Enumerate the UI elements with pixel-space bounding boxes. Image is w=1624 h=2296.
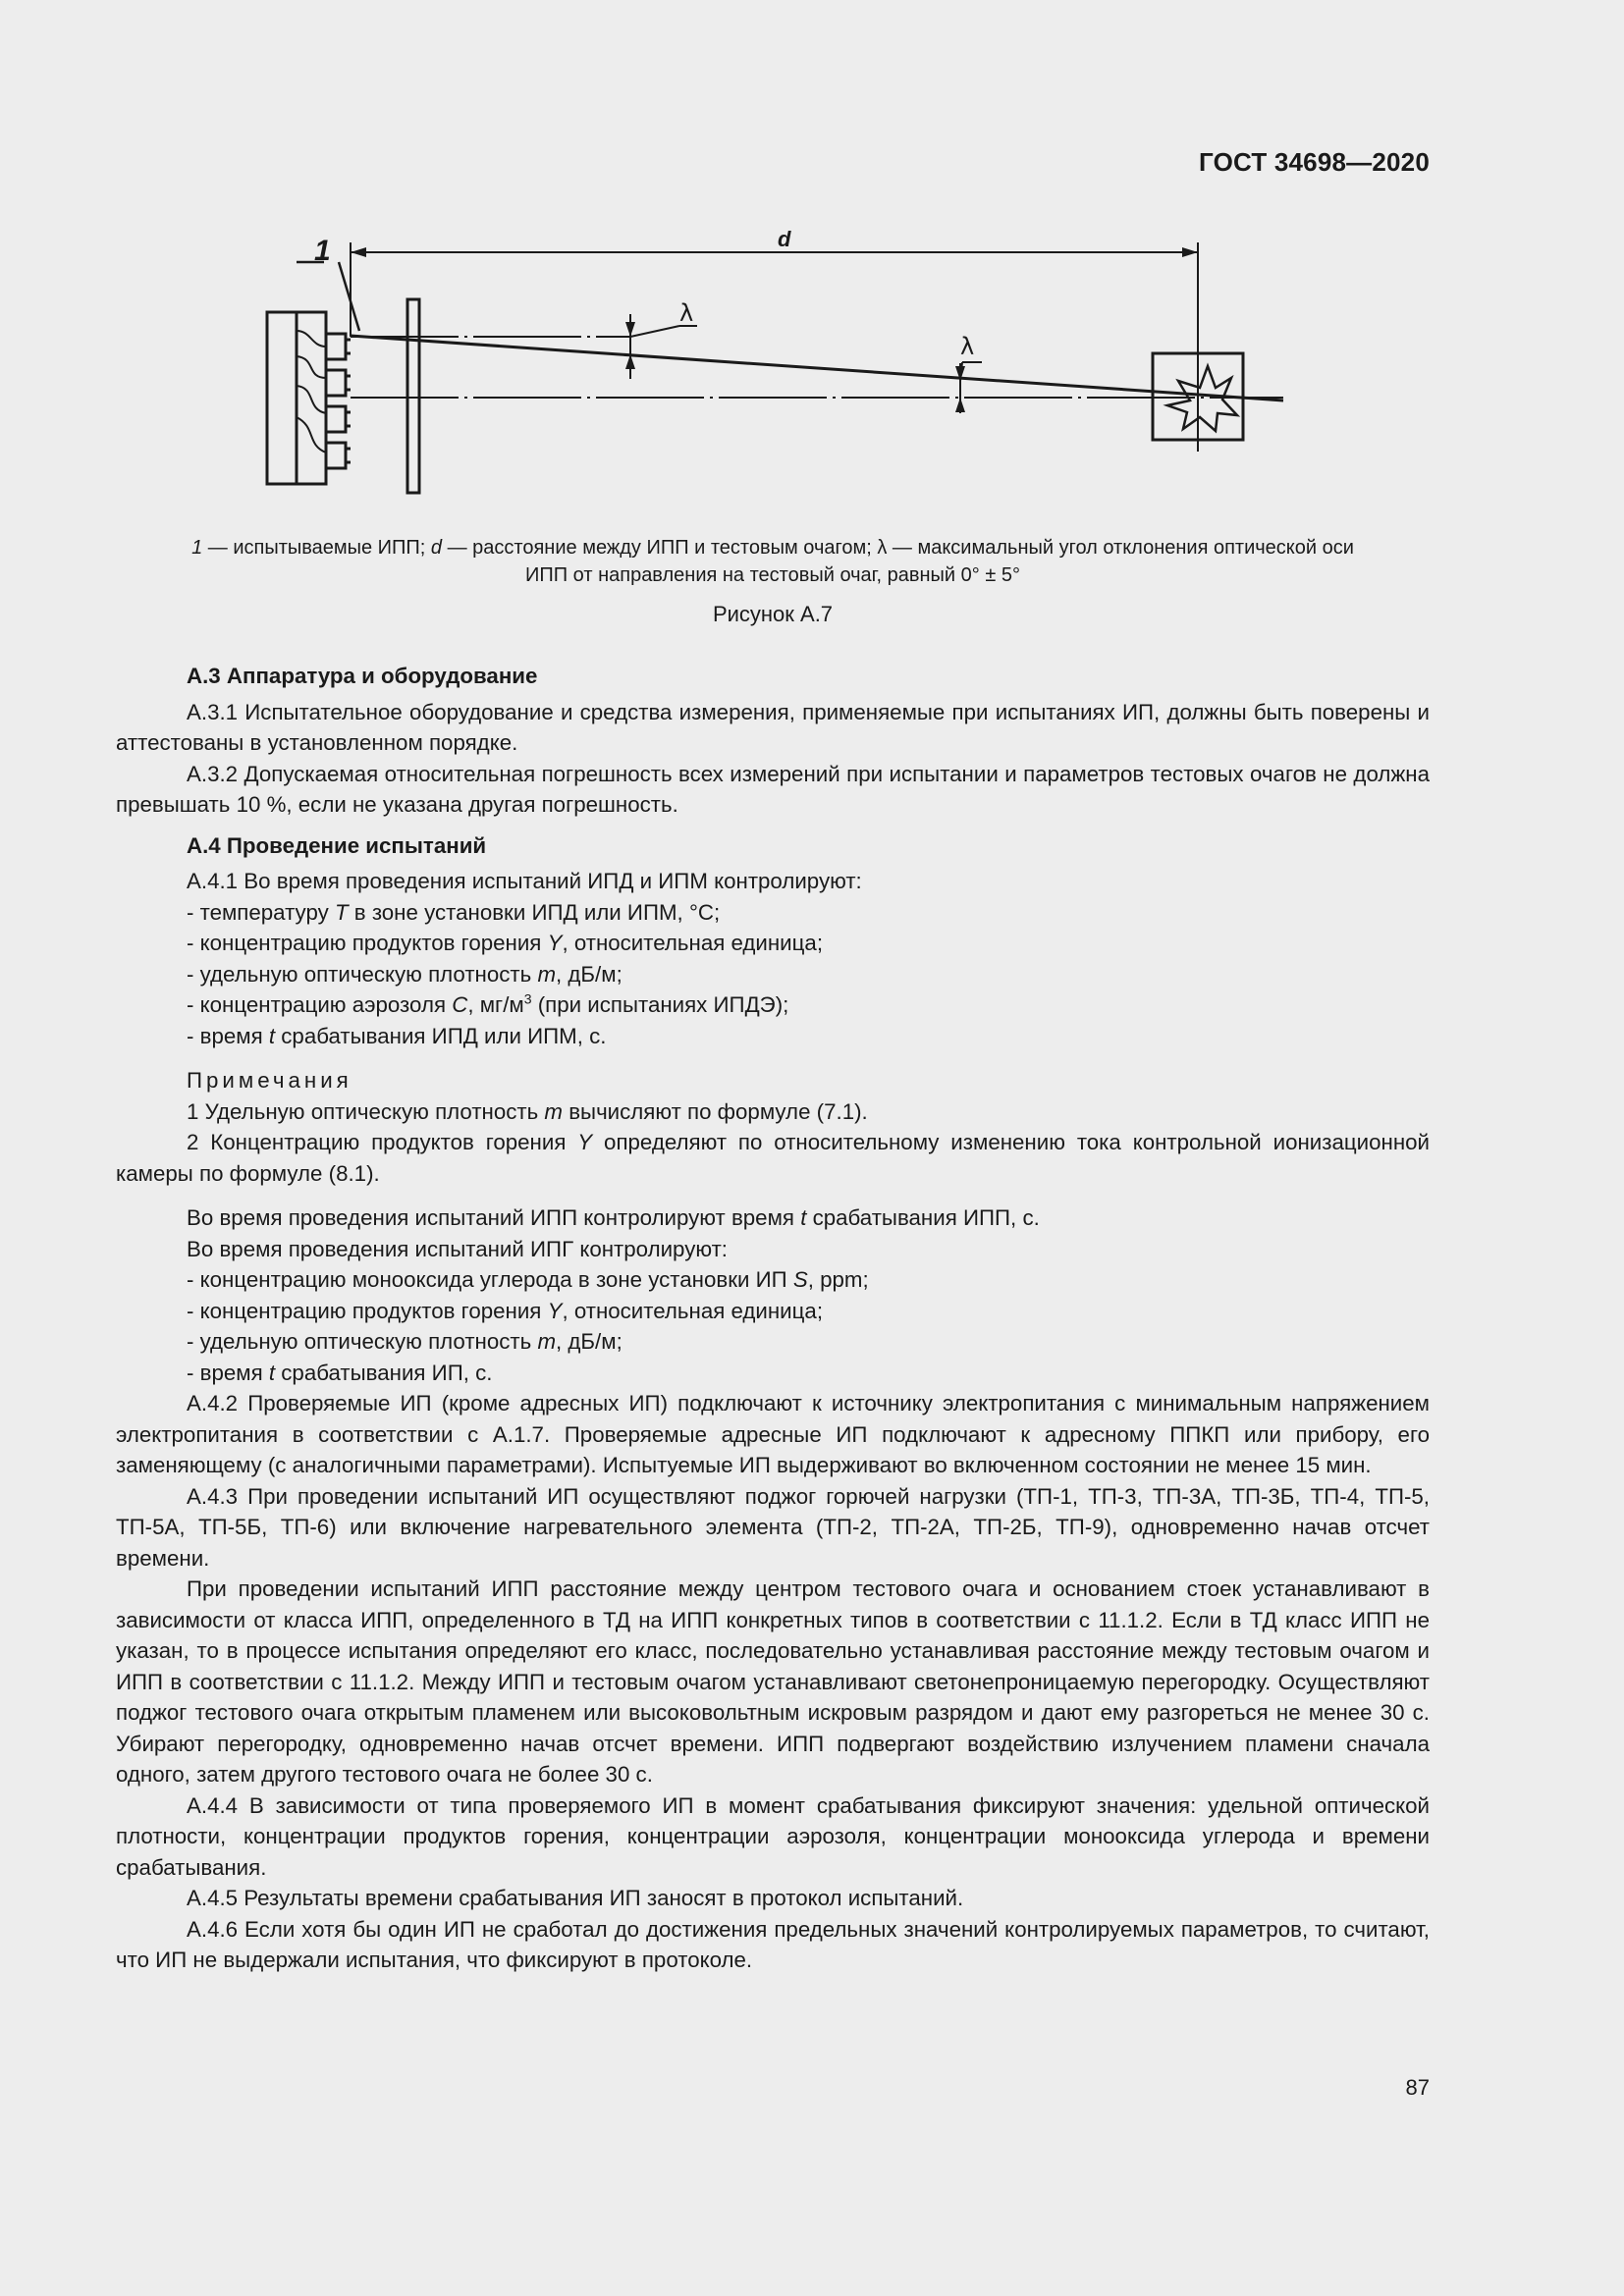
paragraph-a4-1: А.4.1 Во время проведения испытаний ИПД и ИПМ контролируют: (187, 869, 862, 893)
list-item: - время t срабатывания ИП, с. (187, 1360, 493, 1385)
paragraph-ipp-distance: При проведении испытаний ИПП расстояние между центром тестового очага и основанием стоек устанавливают в зависимости от класса ИПП, определенного в ТД на ИПП конкретных типов в соответствии с 11.1.2. Если в ТД класс ИПП не указан, то в процессе испытания определяют его класс, последовательно устанавливая расстояние между тестовым очагом и ИПП в соответствии с 11.1.2. Между ИПП и тестовым очагом устанавливают светонепроницаемую перегородку. Осуществляют поджог тестового очага открытым пламенем или высоковольтным искровым разрядом и дают ему разгореться не менее 30 с. Убирают перегородку, одновременно начав отсчет времени. ИПП подвергают воздействию излучением пламени сначала одного, затем другого тестового очага не более 30 с. (116, 1576, 1430, 1787)
paragraph-a4-6: А.4.6 Если хотя бы один ИП не сработал до достижения предельных значений контролируемых параметров, то считают, что ИП не выдержали испытания, что фиксируют в протоколе. (116, 1916, 1430, 1972)
list-item: - концентрацию продуктов горения Y, относительная единица; (187, 931, 824, 955)
label-lambda-1: λ (679, 299, 694, 327)
paragraph-a4-3: А.4.3 При проведении испытаний ИП осуществляют поджог горючей нагрузки (ТП-1, ТП-3, ТП-3А, ТП-3Б, ТП-4, ТП-5, ТП-5А, ТП-5Б, ТП-6) или включение нагревательного элемента (ТП-2, ТП-2А, ТП-2Б, ТП-9), одновременно начав отсчет времени. (116, 1483, 1430, 1571)
note-1: 1 Удельную оптическую плотность m вычисляют по формуле (7.1). (187, 1098, 868, 1124)
list-item: - концентрацию монооксида углерода в зоне установки ИП S, ppm; (187, 1267, 869, 1292)
section-a3-heading: А.3 Аппаратура и оборудование (187, 664, 538, 688)
document-code: ГОСТ 34698—2020 (1199, 147, 1430, 177)
page-number: 87 (1405, 2075, 1430, 2100)
paragraph-a3-1: А.3.1 Испытательное оборудование и средства измерения, применяемые при испытаниях ИП, должны быть поверены и аттестованы в установленном порядке. (116, 699, 1430, 755)
figure-a7-diagram (257, 221, 1298, 506)
list-item: - время t срабатывания ИПД или ИПМ, с. (187, 1023, 607, 1048)
notes-heading: Примечания (187, 1068, 352, 1093)
light-proof-partition (407, 299, 419, 493)
note-2: 2 Концентрацию продуктов горения Y определяют по относительному изменению тока контрольной ионизационной камеры по формуле (8.1). (116, 1130, 1430, 1186)
detector-2 (326, 370, 346, 396)
paragraph-a4-5: А.4.5 Результаты времени срабатывания ИП заносят в протокол испытаний. (187, 1886, 964, 1910)
paragraph-ipp-control: Во время проведения испытаний ИПП контролируют время t срабатывания ИПП, с. (187, 1205, 1040, 1230)
detector-1 (326, 334, 346, 359)
label-detector-number: 1 (314, 235, 331, 267)
figure-caption (116, 534, 1430, 589)
caption-line-2: ИПП от направления на тестовый очаг, равный 0° ± 5° (524, 564, 1020, 586)
list-item: - концентрацию продуктов горения Y, относительная единица; (187, 1298, 824, 1323)
paragraph-a3-2: А.3.2 Допускаемая относительная погрешность всех измерений при испытании и параметров тестовых очагов не должна превышать 10 %, если не указана другая погрешность. (116, 761, 1430, 817)
paragraph-ipg-control: Во время проведения испытаний ИПГ контролируют: (187, 1236, 728, 1261)
list-item: - температуру T в зоне установки ИПД или ИПМ, °С; (187, 899, 721, 925)
label-lambda-2: λ (960, 333, 975, 360)
list-item: - концентрацию аэрозоля C, $мг/м^3$ (при испытаниях ИПДЭ); (187, 990, 789, 1017)
list-item: - удельную оптическую плотность m, дБ/м; (187, 961, 623, 987)
detector-3 (326, 406, 346, 432)
caption-line-1: 1 — испытываемые ИПП; d — расстояние между ИПП и тестовым очагом; λ — максимальный угол отклонения оптической оси (191, 537, 1354, 559)
paragraph-a4-2: А.4.2 Проверяемые ИП (кроме адресных ИП) подключают к источнику электропитания с минимальным напряжением электропитания в соответствии с А.1.7. Проверяемые адресные ИП подключают к адресному ППКП или прибору, его заменяющему (с аналогичными параметрами). Испытуемые ИП выдерживают во включенном состоянии не менее 15 мин. (116, 1391, 1430, 1477)
document-body (116, 661, 1430, 1976)
paragraph-a4-4: А.4.4 В зависимости от типа проверяемого ИП в момент срабатывания фиксируют значения: удельной оптической плотности, концентрации продуктов горения, концентрации аэрозоля, концентрации монооксида углерода и времени срабатывания. (116, 1792, 1430, 1880)
section-a4-heading: А.4 Проведение испытаний (187, 832, 487, 858)
figure-title: Рисунок А.7 (712, 602, 834, 626)
list-item: - удельную оптическую плотность m, дБ/м; (187, 1329, 623, 1354)
deviation-line (351, 336, 1283, 400)
figure-a7 (257, 221, 1298, 506)
label-distance: d (778, 227, 791, 251)
detector-4 (326, 443, 346, 468)
